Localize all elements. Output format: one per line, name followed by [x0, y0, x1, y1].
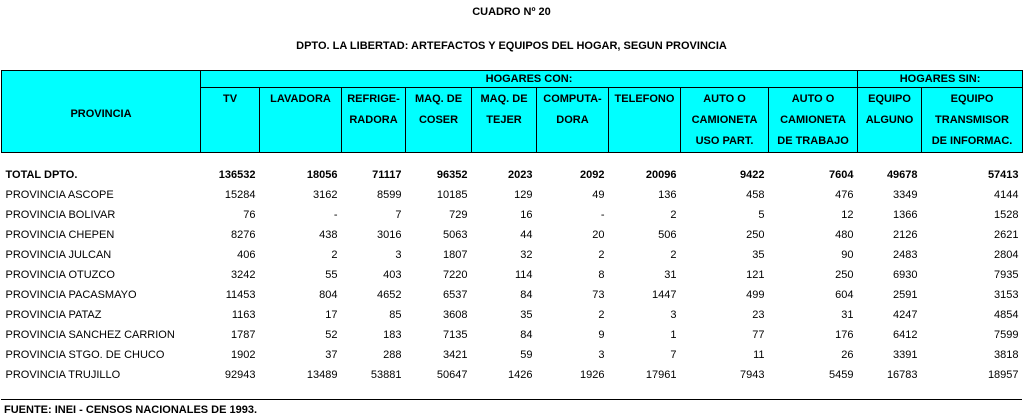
table-cell: 3162	[313, 189, 338, 201]
table-cell: 53881	[370, 369, 402, 381]
header-column	[472, 88, 537, 153]
table-cell: 288	[383, 349, 402, 361]
header-column-line: AUTO O	[703, 93, 746, 105]
row-label: PROVINCIA STGO. DE CHUCO	[5, 349, 165, 361]
row-label: TOTAL DPTO.	[5, 169, 78, 181]
table-row	[2, 205, 1023, 225]
table-cell: 8	[598, 269, 605, 281]
header-column-line: MAQ. DE	[480, 93, 528, 105]
header-column	[406, 88, 472, 153]
table-cell: 6930	[893, 269, 918, 281]
table-cell: 96352	[436, 169, 468, 181]
table-cell: 5459	[829, 369, 854, 381]
table-cell: 176	[835, 329, 854, 341]
total-row	[2, 165, 1023, 185]
table-body	[2, 153, 1023, 386]
table-cell: 406	[237, 249, 256, 261]
table-cell: 23	[752, 309, 765, 321]
table-cell: 32	[520, 249, 533, 261]
table-cell: 3153	[994, 289, 1019, 301]
header-column	[342, 88, 406, 153]
table-cell: 1787	[231, 329, 256, 341]
table-cell: 55	[325, 269, 338, 281]
table-cell: 3349	[893, 189, 918, 201]
header-column-line: RADORA	[349, 114, 398, 126]
table-cell: 7604	[829, 169, 854, 181]
header-column	[681, 88, 769, 153]
table-row	[2, 365, 1023, 385]
header-group-sin: HOGARES SIN:	[858, 71, 1023, 88]
table-cell: 3391	[893, 349, 918, 361]
header-column-line: CAMIONETA	[691, 114, 758, 126]
table-cell: 250	[746, 229, 765, 241]
table-cell: 4854	[994, 309, 1019, 321]
table-cell: 10185	[436, 189, 468, 201]
table-cell: 52	[325, 329, 338, 341]
table-row	[2, 245, 1023, 265]
table-cell: 44	[520, 229, 533, 241]
row-label: PROVINCIA JULCAN	[5, 249, 112, 261]
table-row	[2, 185, 1023, 205]
row-label: PROVINCIA ASCOPE	[5, 189, 114, 201]
table-cell: -	[333, 209, 338, 221]
table-cell: 12	[841, 209, 854, 221]
table-cell: 1	[670, 329, 677, 341]
table-cell: 6537	[443, 289, 468, 301]
header-column	[858, 88, 922, 153]
table-cell: 121	[746, 269, 765, 281]
table-cell: 114	[514, 269, 533, 281]
table-cell: 57413	[987, 169, 1019, 181]
table-cell: 7935	[994, 269, 1019, 281]
table-cell: 2023	[508, 169, 533, 181]
table-cell: 16783	[886, 369, 918, 381]
header-column-line: TELEFONO	[614, 93, 675, 105]
table-row	[2, 305, 1023, 325]
spacer-cell	[2, 153, 1023, 166]
header-column-line: AUTO O	[791, 93, 835, 105]
table-cell: 49	[592, 189, 605, 201]
table-cell: 1447	[652, 289, 677, 301]
row-label: PROVINCIA OTUZCO	[5, 269, 115, 281]
table-cell: -	[600, 209, 605, 221]
header-column	[922, 88, 1023, 153]
table-cell: 1528	[994, 209, 1019, 221]
table-cell: 7220	[443, 269, 468, 281]
header-column	[769, 88, 858, 153]
header-column	[201, 88, 260, 153]
table-row	[2, 325, 1023, 345]
header-column	[260, 88, 342, 153]
table-cell: 480	[835, 229, 854, 241]
header-column-line: TRANSMISOR	[935, 114, 1009, 126]
table-cell: 7599	[994, 329, 1019, 341]
table-cell: 8599	[377, 189, 402, 201]
header-group-con: HOGARES CON:	[201, 71, 858, 88]
table-cell: 7	[395, 209, 402, 221]
header-column	[537, 88, 609, 153]
table-cell: 183	[383, 329, 402, 341]
table-row	[2, 345, 1023, 365]
table-cell: 136532	[218, 169, 256, 181]
row-label: PROVINCIA PATAZ	[5, 309, 102, 321]
table-cell: 18957	[987, 369, 1019, 381]
table-cell: 77	[752, 329, 765, 341]
table-cell: 20096	[645, 169, 677, 181]
table-row	[2, 285, 1023, 305]
table-cell: 2092	[580, 169, 605, 181]
table-cell: 2804	[994, 249, 1019, 261]
table-cell: 1902	[231, 349, 256, 361]
table-cell: 4144	[994, 189, 1019, 201]
table-cell: 2483	[893, 249, 918, 261]
table-cell: 458	[746, 189, 765, 201]
table-cell: 20	[592, 229, 605, 241]
table-cell: 92943	[224, 369, 256, 381]
header-column-line: ALGUNO	[865, 114, 914, 126]
table-cell: 729	[449, 209, 468, 221]
table-cell: 438	[319, 229, 338, 241]
table-cell: 85	[389, 309, 402, 321]
table-cell: 3	[598, 349, 605, 361]
table-cell: 7	[670, 349, 677, 361]
table-number-title: CUADRO Nº 20	[472, 6, 551, 18]
table-cell: 3818	[994, 349, 1019, 361]
table-cell: 136	[658, 189, 677, 201]
table-cell: 11453	[225, 289, 256, 301]
table-cell: 3	[670, 309, 677, 321]
table-cell: 3242	[231, 269, 256, 281]
table-cell: 17	[325, 309, 338, 321]
table-cell: 3016	[377, 229, 402, 241]
header-column-line: COSER	[418, 114, 459, 126]
table-cell: 31	[841, 309, 854, 321]
row-label: PROVINCIA BOLIVAR	[5, 209, 116, 221]
table-cell: 2	[670, 209, 677, 221]
table-cell: 90	[841, 249, 854, 261]
table-cell: 13489	[306, 369, 338, 381]
table-cell: 76	[243, 209, 256, 221]
header-column-line: CAMIONETA	[780, 114, 846, 126]
table-cell: 49678	[886, 169, 918, 181]
header-column-line: TV	[222, 93, 238, 105]
header-column-line: DORA	[556, 114, 589, 126]
table-cell: 2621	[994, 229, 1019, 241]
table-cell: 7943	[740, 369, 765, 381]
table-cell: 37	[325, 349, 338, 361]
header-column-line: DE TRABAJO	[777, 135, 849, 147]
table-cell: 31	[664, 269, 677, 281]
table-cell: 73	[592, 289, 605, 301]
table-cell: 1426	[508, 369, 533, 381]
table-cell: 250	[835, 269, 854, 281]
footer-rule	[1, 399, 1022, 400]
table-cell: 11	[753, 349, 765, 361]
header-provincia: PROVINCIA	[2, 71, 201, 153]
table-cell: 1163	[231, 309, 256, 321]
table-cell: 50647	[436, 369, 468, 381]
table-title: DPTO. LA LIBERTAD: ARTEFACTOS Y EQUIPOS DEL HOGAR, SEGUN PROVINCIA	[296, 40, 727, 52]
table-cell: 84	[520, 329, 533, 341]
spacer-row	[2, 153, 1023, 166]
table-cell: 4652	[377, 289, 402, 301]
table-cell: 403	[383, 269, 402, 281]
row-label: PROVINCIA SANCHEZ CARRION	[5, 329, 175, 341]
table-cell: 5063	[443, 229, 468, 241]
table-cell: 59	[520, 349, 533, 361]
table-cell: 499	[746, 289, 765, 301]
table-cell: 604	[835, 289, 854, 301]
header-column-line: DE INFORMAC.	[931, 135, 1013, 147]
table-cell: 2	[670, 249, 677, 261]
table-cell: 6412	[893, 329, 918, 341]
table-cell: 3608	[443, 309, 468, 321]
header-column-line: EQUIPO	[950, 93, 994, 105]
header-column	[609, 88, 681, 153]
table-cell: 71117	[372, 169, 402, 181]
table-cell: 18056	[306, 169, 338, 181]
table-cell: 2591	[893, 289, 918, 301]
table-cell: 3	[395, 249, 402, 261]
table-cell: 2126	[893, 229, 918, 241]
table-cell: 16	[520, 209, 533, 221]
table-row	[2, 265, 1023, 285]
header-column-line: USO PART.	[695, 135, 754, 147]
table-cell: 15284	[224, 189, 256, 201]
table-cell: 3421	[443, 349, 468, 361]
table-header	[2, 71, 1023, 153]
header-column-line: TEJER	[486, 114, 522, 126]
table-cell: 9422	[740, 169, 765, 181]
table-cell: 1807	[443, 249, 468, 261]
table-cell: 2	[331, 249, 338, 261]
header-column-line: LAVADORA	[270, 93, 331, 105]
table-cell: 5	[758, 209, 765, 221]
table-cell: 2	[598, 249, 605, 261]
table-cell: 1926	[580, 369, 605, 381]
header-column-line: MAQ. DE	[414, 93, 463, 105]
data-table	[1, 70, 1023, 385]
header-column-line: COMPUTA-	[543, 93, 602, 105]
table-cell: 2	[598, 309, 605, 321]
table-cell: 476	[835, 189, 854, 201]
table-cell: 84	[520, 289, 533, 301]
header-column-line: EQUIPO	[868, 93, 911, 105]
table-row	[2, 225, 1023, 245]
table-cell: 506	[658, 229, 677, 241]
table-cell: 804	[319, 289, 338, 301]
table-cell: 26	[841, 349, 854, 361]
table-cell: 4247	[893, 309, 918, 321]
table-cell: 8276	[231, 229, 256, 241]
table-cell: 9	[598, 329, 605, 341]
row-label: PROVINCIA TRUJILLO	[5, 369, 121, 381]
table-cell: 35	[752, 249, 765, 261]
header-column-line: REFRIGE-	[347, 93, 400, 105]
table-cell: 129	[514, 189, 533, 201]
row-label: PROVINCIA PACASMAYO	[5, 289, 137, 301]
source-note: FUENTE: INEI - CENSOS NACIONALES DE 1993.	[4, 404, 258, 416]
table-cell: 7135	[443, 329, 468, 341]
table-cell: 35	[520, 309, 533, 321]
row-label: PROVINCIA CHEPEN	[5, 229, 115, 241]
table-cell: 17961	[645, 369, 677, 381]
table-cell: 1366	[893, 209, 918, 221]
